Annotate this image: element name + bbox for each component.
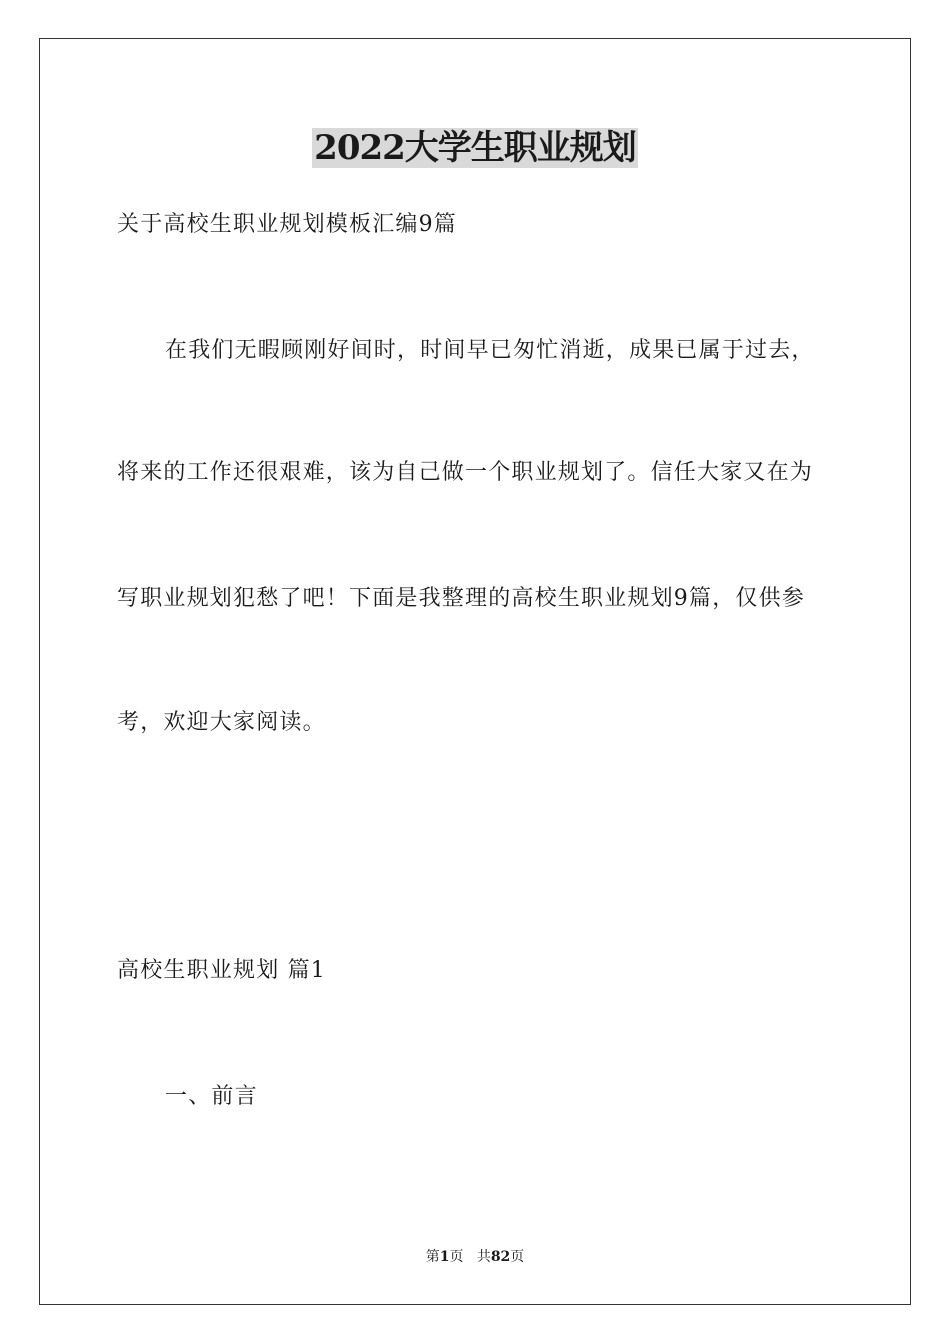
footer-page-number: 1 [439,1249,450,1265]
footer-total-prefix: 共 [476,1249,491,1265]
subsection-heading: 一、前言 [165,1084,258,1109]
intro-line-3: 写职业规划犯愁了吧！下面是我整理的高校生职业规划9篇，仅供参 [117,586,805,611]
page-footer [0,1247,950,1267]
footer-total-suffix: 页 [510,1249,525,1265]
footer-total-pages: 82 [490,1249,511,1265]
intro-line-2: 将来的工作还很艰难，该为自己做一个职业规划了。信任大家又在为 [117,460,814,485]
section-heading: 高校生职业规划 篇1 [117,958,326,983]
document-title [0,126,950,170]
intro-line-1: 在我们无暇顾刚好间时，时间早已匆忙消逝，成果已属于过去， [165,338,815,363]
document-subtitle: 关于高校生职业规划模板汇编9篇 [117,212,457,237]
footer-page-suffix: 页 [449,1249,464,1265]
intro-line-4: 考，欢迎大家阅读。 [117,710,326,735]
footer-page-prefix: 第 [425,1249,440,1265]
document-title-text: 2022大学生职业规划 [314,128,636,168]
